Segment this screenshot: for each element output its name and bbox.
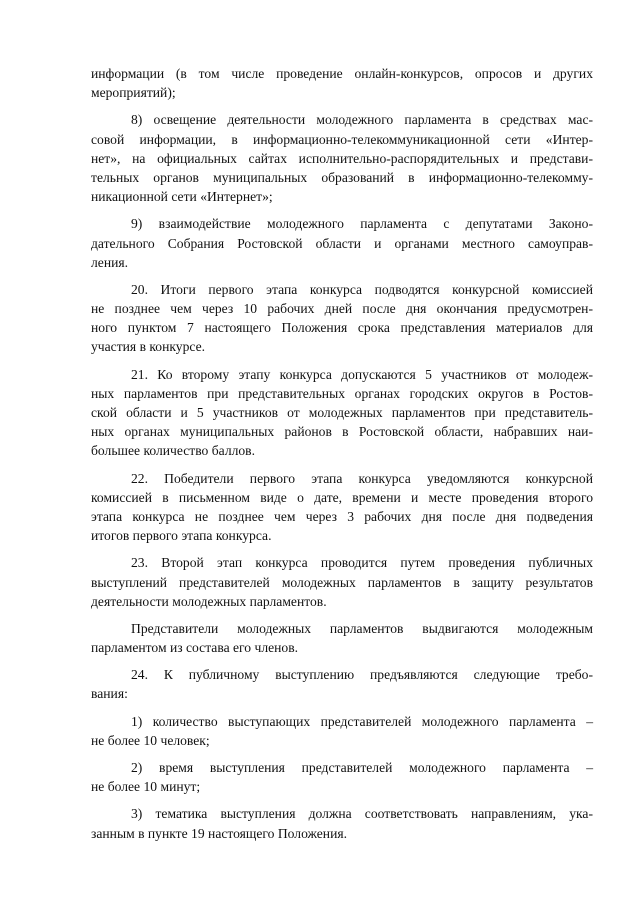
text-line: парламентом из состава его членов. bbox=[91, 640, 299, 656]
text-line: этапа конкурса не позднее чем через 3 рабочих дня после дня подведения bbox=[91, 508, 593, 524]
text-line: Представители молодежных парламентов выдвигаются молодежным bbox=[131, 620, 593, 636]
text-line: информации (в том числе проведение онлайн-конкурсов, опросов и других bbox=[91, 66, 593, 81]
text-line: 9) взаимодействие молодежного парламента с депутатами Законо- bbox=[131, 216, 593, 232]
text-line: ления. bbox=[91, 254, 129, 270]
text-line: ных органах муниципальных районов в Ростовской области, набравших наи- bbox=[91, 424, 593, 440]
paragraph-representatives bbox=[91, 619, 593, 657]
text-line: нет», на официальных сайтах исполнительно-распорядительных и представи- bbox=[91, 150, 593, 166]
text-line: вания: bbox=[91, 686, 128, 702]
paragraph-24-2 bbox=[91, 758, 593, 796]
paragraph-24-1 bbox=[91, 712, 593, 750]
text-line: комиссией в письменном виде о дате, времени и месте проведения второго bbox=[91, 489, 593, 505]
text-line: 22. Победители первого этапа конкурса уведомляются конкурсной bbox=[131, 470, 593, 486]
text-line: участия в конкурсе. bbox=[91, 339, 206, 355]
text-line: мероприятий); bbox=[91, 85, 176, 101]
text-line: ного пунктом 7 настоящего Положения срока представления материалов для bbox=[91, 320, 593, 336]
paragraph-20 bbox=[91, 280, 593, 357]
text-line: 24. К публичному выступлению предъявляются следующие требо- bbox=[131, 667, 593, 683]
paragraph-item-9 bbox=[91, 214, 593, 272]
paragraph-24-3 bbox=[91, 804, 593, 842]
text-line: не позднее чем через 10 рабочих дней после дня окончания предусмотрен- bbox=[91, 301, 593, 317]
text-line: ской области и 5 участников от молодежных парламентов при представитель- bbox=[91, 405, 593, 420]
text-line: совой информации, в информационно-телекоммуникационной сети «Интер- bbox=[91, 131, 593, 147]
text-line: 21. Ко второму этапу конкурса допускаются 5 участников от молодеж- bbox=[131, 366, 593, 382]
text-line: не более 10 человек; bbox=[91, 732, 210, 748]
text-line: выступлений представителей молодежных парламентов в защиту результатов bbox=[91, 574, 593, 590]
text-line: никационной сети «Интернет»; bbox=[91, 189, 273, 205]
paragraph-22 bbox=[91, 469, 593, 546]
paragraph-item-8 bbox=[91, 110, 593, 206]
paragraph-23 bbox=[91, 553, 593, 611]
text-line: не более 10 минут; bbox=[91, 779, 201, 795]
text-line: 1) количество выступающих представителей молодежного парламента – bbox=[131, 713, 593, 729]
paragraph-24 bbox=[91, 665, 593, 703]
text-line: 23. Второй этап конкурса проводится путем проведения публичных bbox=[131, 555, 593, 571]
text-line: большее количество баллов. bbox=[91, 443, 255, 459]
text-line: тельных органов муниципальных образований в информационно-телекомму- bbox=[91, 169, 593, 185]
text-line: занным в пункте 19 настоящего Положения. bbox=[91, 825, 347, 841]
text-line: итогов первого этапа конкурса. bbox=[91, 528, 272, 544]
text-line: 20. Итоги первого этапа конкурса подводятся конкурсной комиссией bbox=[131, 281, 593, 297]
paragraph-21 bbox=[91, 365, 593, 461]
text-line: 3) тематика выступления должна соответствовать направлениям, ука- bbox=[131, 806, 593, 822]
text-line: 8) освещение деятельности молодежного парламента в средствах мас- bbox=[131, 112, 593, 128]
text-line: деятельности молодежных парламентов. bbox=[91, 593, 327, 609]
text-line: дательного Собрания Ростовской области и органами местного самоуправ- bbox=[91, 235, 593, 251]
paragraph-info-continuation bbox=[91, 64, 593, 102]
text-line: 2) время выступления представителей молодежного парламента – bbox=[131, 760, 593, 775]
document-body bbox=[91, 64, 593, 851]
text-line: ных парламентов при представительных органах городских округов в Ростов- bbox=[91, 385, 593, 401]
